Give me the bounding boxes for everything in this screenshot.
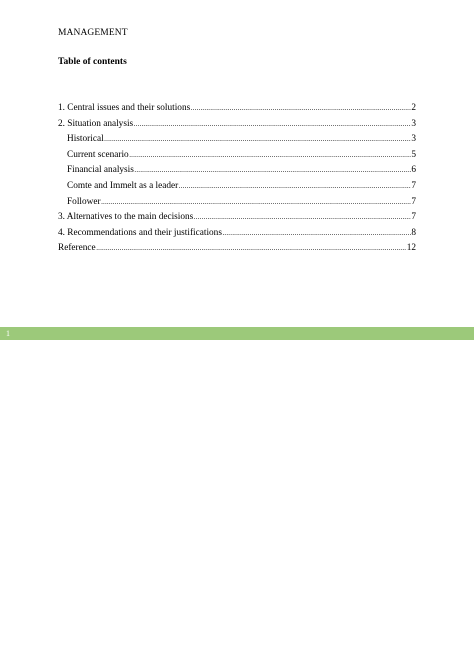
- toc-dot-leader: [129, 151, 411, 159]
- toc-entry-page: 12: [406, 243, 416, 254]
- toc-entry-page: 6: [411, 165, 416, 176]
- toc-entry-financial-analysis[interactable]: [58, 165, 416, 181]
- toc-entry-comte-immelt-leader[interactable]: [58, 181, 416, 197]
- toc-entry-text: Comte and Immelt as a leader: [67, 180, 179, 191]
- toc-title: Table of contents: [58, 57, 127, 67]
- toc-entry-text: Reference: [58, 243, 96, 254]
- toc-dot-leader: [101, 198, 411, 206]
- toc-entry-current-scenario[interactable]: [58, 150, 416, 166]
- toc-entry-page: 3: [411, 118, 416, 129]
- toc-entry-follower[interactable]: [58, 197, 416, 213]
- toc-dot-leader: [222, 229, 410, 237]
- toc-dot-leader: [96, 244, 406, 252]
- toc-entry-text: 1. Central issues and their solutions: [58, 103, 191, 113]
- toc-entry-text: Follower: [67, 196, 101, 207]
- table-of-contents: [58, 103, 416, 259]
- footer-page-number: 1: [6, 329, 10, 338]
- page-footer-bar: [0, 327, 474, 340]
- toc-entry-text: Historical: [67, 134, 104, 145]
- toc-entry-page: 8: [411, 227, 416, 238]
- toc-dot-leader: [179, 182, 411, 190]
- toc-entry-historical[interactable]: [58, 134, 416, 150]
- toc-dot-leader: [194, 213, 411, 221]
- toc-entry-text: Financial analysis: [67, 165, 134, 176]
- toc-entry-recommendations[interactable]: [58, 228, 416, 244]
- toc-entry-reference[interactable]: [58, 243, 416, 259]
- toc-entry-page: 7: [411, 196, 416, 207]
- toc-entry-text: 3. Alternatives to the main decisions: [58, 212, 194, 223]
- toc-entry-text: 2. Situation analysis: [58, 118, 134, 129]
- toc-dot-leader: [104, 135, 411, 143]
- toc-entry-alternatives[interactable]: [58, 212, 416, 228]
- toc-entry-text: 4. Recommendations and their justifications: [58, 227, 222, 238]
- toc-dot-leader: [191, 104, 411, 112]
- toc-entry-page: 7: [411, 212, 416, 223]
- toc-entry-page: 3: [411, 134, 416, 145]
- toc-entry-page: 7: [411, 180, 416, 191]
- toc-entry-text: Current scenario: [67, 149, 129, 160]
- toc-entry-page: 5: [411, 149, 416, 160]
- toc-entry-central-issues[interactable]: [58, 103, 416, 119]
- running-header: MANAGEMENT: [58, 28, 128, 38]
- toc-entry-page: 2: [411, 103, 416, 113]
- toc-dot-leader: [134, 120, 411, 128]
- toc-entry-situation-analysis[interactable]: [58, 119, 416, 135]
- toc-dot-leader: [134, 166, 410, 174]
